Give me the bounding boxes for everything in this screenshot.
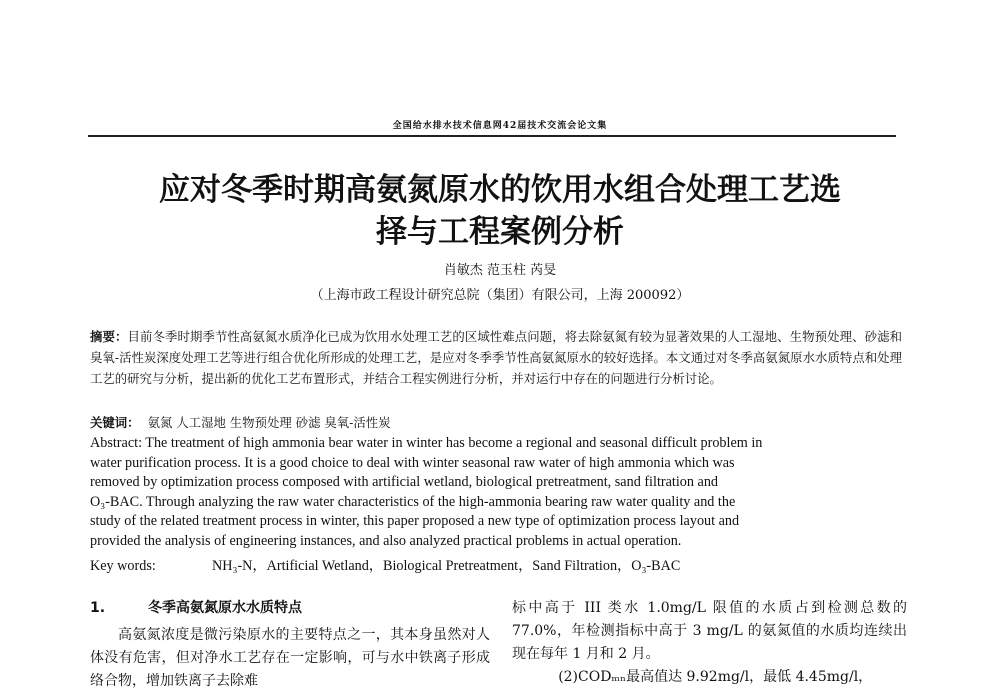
keywords-english-label: Key words: <box>90 558 156 574</box>
abstract-english-line: study of the related treatment process in winter, this paper proposed a new type of optimization process layout and <box>90 513 740 530</box>
section-heading <box>90 597 490 620</box>
abstract-english <box>90 434 902 552</box>
section-paragraph: 高氨氮浓度是微污染原水的主要特点之一，其本身虽然对人体没有危害，但对净水工艺存在一定影响，可与水中铁离子形成络合物，增加铁离子去除难 <box>90 627 490 689</box>
right-paragraph-2: (2)CODₘₙ最高值达 9.92mg/l，最低 4.45mg/l， <box>558 669 873 685</box>
authors: 肖敏杰 范玉柱 芮旻 <box>443 263 557 278</box>
keywords-chinese-label: 关键词： <box>90 415 140 430</box>
abstract-english-line: provided the analysis of engineering instances, and also analyzed practical problems in actual operation. <box>90 532 682 549</box>
keywords-english <box>90 555 680 575</box>
right-paragraph-1: 标中高于 III 类水 1.0mg/L 限值的水质占到检测总数的 77.0%，年检测指标中高于 3 mg/L 的氨氮值的水质均连续出现在每年 1 月和 2 月。 <box>512 600 907 662</box>
abstract-english-line: removed by optimization process composed with artificial wetland, biological pretreatment, sand filtration and <box>90 474 719 491</box>
abstract-chinese <box>90 326 902 389</box>
section-title: 冬季高氨氮原水水质特点 <box>148 600 302 616</box>
running-head: 全国给水排水技术信息网42届技术交流会论文集 <box>392 121 608 131</box>
paper-title-line-2: 择与工程案例分析 <box>376 214 624 250</box>
abstract-english-line: O₃-BAC. Through analyzing the raw water characteristics of the high-ammonia bearing raw water quality and the <box>90 493 736 510</box>
abstract-english-line: water purification process. It is a good choice to deal with winter seasonal raw water of high ammonia which was <box>90 454 735 471</box>
section-number: 1. <box>90 600 106 616</box>
keywords-english-text: NH₃-N，Artificial Wetland，Biological Pretreatment，Sand Filtration，O₃-BAC <box>212 558 681 574</box>
left-column <box>90 597 490 693</box>
abstract-chinese-text: 目前冬季时期季节性高氨氮水质净化已成为饮用水处理工艺的区域性难点问题，将去除氨氮有较为显著效果的人工湿地、生物预处理、砂滤和臭氧-活性炭深度处理工艺等进行组合优化所形成的处理工艺，是应对冬季季节性高氨氮原水的较好选择。本文通过对冬季高氨氮原水水质特点和处理工艺的研究与分析，提出新的优化工艺布置形式，并结合工程实例进行分析，并对运行中存在的问题进行分析讨论。 <box>90 329 903 386</box>
keywords-chinese <box>90 413 391 431</box>
paper-title-line-1: 应对冬季时期高氨氮原水的饮用水组合处理工艺选 <box>159 172 841 208</box>
header-rule <box>88 135 896 137</box>
abstract-chinese-label: 摘要： <box>90 329 128 344</box>
keywords-chinese-text: 氨氮 人工湿地 生物预处理 砂滤 臭氧-活性炭 <box>147 415 391 430</box>
abstract-english-line: Abstract: The treatment of high ammonia bear water in winter has become a regional and seasonal difficult problem in <box>90 435 763 451</box>
right-column <box>512 597 907 689</box>
affiliation: （上海市政工程设计研究总院（集团）有限公司，上海 200092） <box>310 288 690 303</box>
